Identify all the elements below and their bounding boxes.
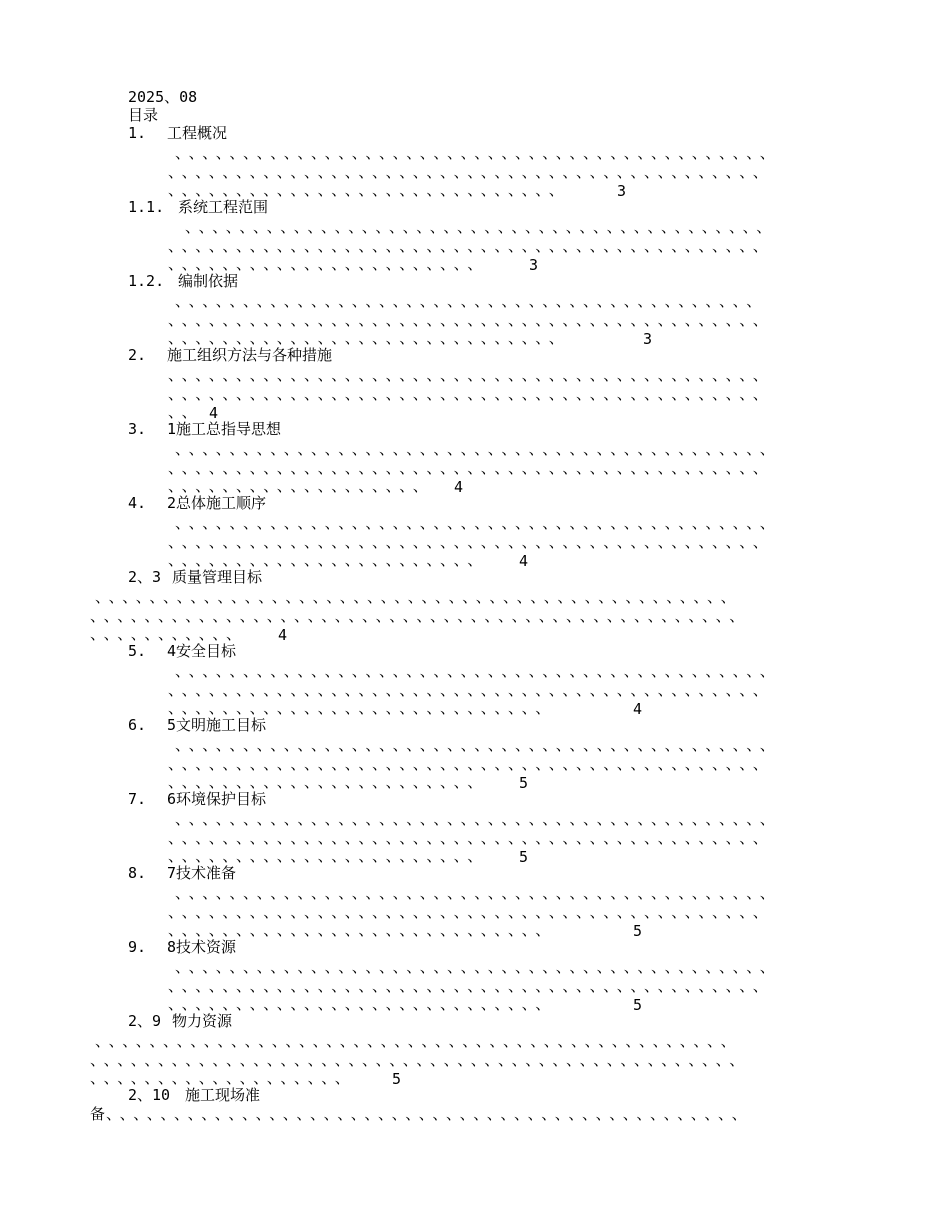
toc-entry-title: 4安全目标 bbox=[167, 642, 237, 660]
leader-dots: 、、、、、、、、、、、、、、、、、、、、、、、、、、、、、、、、、、、、、、、、、、、、 bbox=[175, 810, 781, 828]
leader-dots: 、、、、、、、、、、、、、、、、、、、、、、、、、、、、、、、、、、、、、、、、、、、、、、、、 bbox=[90, 1051, 751, 1069]
leader-dots: 、、、、、、、、、、、、、、、、、、、、、、、、、、、、、、、、、、、、、、、、、、、、、、、 bbox=[95, 1032, 742, 1050]
leader-dots: 、、、、、、、、、、、、、、、、、、、、、、、、、、、、、 bbox=[168, 181, 570, 199]
toc-entry-page: 4 bbox=[454, 478, 464, 496]
toc-entry-title: 施工组织方法与各种措施 bbox=[167, 346, 333, 364]
toc-entry-page: 3 bbox=[529, 256, 539, 274]
leader-dots: 、、、、、、、、、、、、、、、、、、、、、、、、、、、、 bbox=[168, 699, 557, 717]
leader-dots: 、、、、、、、、、、、、、、、、、、、、、、、、、、、、、、、、、、、、、、、、、、、、 bbox=[168, 163, 774, 181]
toc-entry-title: 施工现场准 bbox=[185, 1086, 261, 1104]
leader-dots: 、、、、、、、、、、、、、、、、、、、、、、、、、、、、、、、、、、、、、、、、、、、、 bbox=[175, 662, 781, 680]
document-date: 2025、08 bbox=[128, 88, 198, 106]
toc-entry-title: 8技术资源 bbox=[167, 938, 237, 956]
toc-entry-title: 编制依据 bbox=[178, 272, 239, 290]
toc-entry-page: 4 bbox=[209, 404, 219, 422]
toc-entry-title: 5文明施工目标 bbox=[167, 716, 267, 734]
toc-entry-number: 2、10 bbox=[128, 1086, 171, 1104]
toc-entry-number: 2、3 bbox=[128, 568, 162, 586]
toc-entry-title: 7技术准备 bbox=[167, 864, 237, 882]
leader-dots: 、、、、、、、、、、、、、、、、、、、、、、、、、、、、、、、、、、、、、、、、、、、、 bbox=[168, 533, 774, 551]
leader-dots: 、、、、、、、、、、、、、、、、、、、、、、、、、、、、、、、、、、、、、、、、、、、、 bbox=[168, 311, 774, 329]
toc-entry-number: 8. bbox=[128, 864, 147, 882]
toc-entry-number: 2. bbox=[128, 346, 147, 364]
leader-dots: 、、、、、、、、、、、、、、、、、、、、、、、、、、、、、、、、、、、、、、、、、、、 bbox=[185, 218, 778, 236]
leader-dots: 、、、、、、、、、、、 bbox=[90, 625, 248, 643]
toc-entry-number: 4. bbox=[128, 494, 147, 512]
toc-continuation-char: 备 bbox=[90, 1105, 106, 1123]
leader-dots: 、、、、、、、、、、、、、、、、、、、、、、、、、、、、、、、、、、、、、、、、、、、、 bbox=[168, 829, 774, 847]
leader-dots: 、、、、、、、、、、、、、、、、、、、、、、、、、、、、、、、、、、、、、、、、、、、、、、、 bbox=[95, 588, 742, 606]
toc-entry-number: 2、9 bbox=[128, 1012, 162, 1030]
toc-entry-title: 工程概况 bbox=[167, 124, 228, 142]
leader-dots: 、、、、、、、、、、、、、、、、、、、、、、、、、、、、、、、、、、、、、、、、、、、、 bbox=[168, 977, 774, 995]
toc-entry-title: 物力资源 bbox=[172, 1012, 233, 1030]
toc-entry-number: 9. bbox=[128, 938, 147, 956]
leader-dots: 、、、、、、、、、、、、、、、、、、、、、、、、、、、、、、、、、、、、、、、、、、、、 bbox=[168, 366, 774, 384]
toc-entry-title: 1施工总指导思想 bbox=[167, 420, 282, 438]
toc-entry-page: 3 bbox=[643, 330, 653, 348]
toc-entry-page: 5 bbox=[519, 774, 529, 792]
toc-entry-page: 4 bbox=[633, 700, 643, 718]
toc-entry-page: 5 bbox=[392, 1070, 402, 1088]
toc-entry-number: 6. bbox=[128, 716, 147, 734]
leader-dots: 、、、、、、、、、、、、、、、、、、、、、、、、、、、、、、、、、、、、、、、、、、、、、、、、 bbox=[90, 607, 751, 625]
leader-dots: 、、、、、、、、、、、、、、、、、、、、、、、、、、、、、、、、、、、、、、、、、、、、 bbox=[175, 440, 781, 458]
leader-dots: 、、、、、、、、、、、、、、、、、、、、、、、、、、、、、、、、、、、、、、、、、、、、 bbox=[175, 144, 781, 162]
leader-dots: 、、、、、、、、、、、、、、、、、、、、、、、、、、、、、、、、、、、、、、、、、、、、 bbox=[168, 459, 774, 477]
leader-dots: 、、、、、、、、、、、、、、、、、、、、、、、、、、、、、、、、、、、、、、、、、、、、 bbox=[175, 514, 781, 532]
toc-entry-page: 3 bbox=[617, 182, 627, 200]
leader-dots: 、、、、、、、、、、、、、、、、、、、、、、、、、、、、、、、、、、、、、、、、、、、、 bbox=[168, 237, 774, 255]
toc-entry-title: 6环境保护目标 bbox=[167, 790, 267, 808]
toc-entry-title: 2总体施工顺序 bbox=[167, 494, 267, 512]
toc-title: 目录 bbox=[128, 106, 159, 124]
toc-entry-number: 3. bbox=[128, 420, 147, 438]
toc-entry-number: 7. bbox=[128, 790, 147, 808]
toc-entry-page: 5 bbox=[633, 922, 643, 940]
toc-entry-title: 系统工程范围 bbox=[178, 198, 269, 216]
leader-dots: 、、、、、、、、、、、、、、、、、、、、、、、、、、、、 bbox=[168, 995, 557, 1013]
leader-dots: 、、、、、、、、、、、、、、、、、、、、、、、、、、、、、 bbox=[168, 329, 570, 347]
toc-entry-number: 1.1. bbox=[128, 198, 165, 216]
leader-dots: 、、、、、、、、、、、、、、、、、、、、、、、、、、、、、、、、、、、、、、、、、、、、 bbox=[168, 385, 774, 403]
toc-entry-page: 4 bbox=[519, 552, 529, 570]
leader-dots: 、、、、、、、、、、、、、、、、、、、、、、、、、、、、、、、、、、、、、、、、、、、、 bbox=[175, 884, 781, 902]
leader-dots: 、、、、、、、、、、、、、、、、、、、、、、、 bbox=[168, 847, 489, 865]
leader-dots: 、、、、、、、、、、、、、、、、、、、 bbox=[168, 477, 434, 495]
leader-dots: 、、、、、、、、、、、、、、、、、、、、、、、 bbox=[168, 255, 489, 273]
toc-entry-number: 5. bbox=[128, 642, 147, 660]
toc-entry-number: 1. bbox=[128, 124, 147, 142]
toc-entry-page: 5 bbox=[519, 848, 529, 866]
leader-dots: 、、、、、、、、、、、、、、、、、、、、、、、、、、、、、、、、、、、、、、、、、、、 bbox=[175, 292, 768, 310]
leader-dots: 、、、、、、、、、、、、、、、、、、、、、、、、、、、、、、、、、、、、、、、、、、、、、、、 bbox=[106, 1105, 753, 1123]
leader-dots: 、、、、、、、、、、、、、、、、、、、、、、、、、、、、、、、、、、、、、、、、、、、、 bbox=[168, 755, 774, 773]
leader-dots: 、、、、、、、、、、、、、、、、、、、、、、、、、、、、 bbox=[168, 921, 557, 939]
leader-dots: 、、、、、、、、、、、、、、、、、、、 bbox=[90, 1069, 356, 1087]
leader-dots: 、、、、、、、、、、、、、、、、、、、、、、、、、、、、、、、、、、、、、、、、、、、、 bbox=[175, 958, 781, 976]
leader-dots: 、、、、、、、、、、、、、、、、、、、、、、、、、、、、、、、、、、、、、、、、、、、、 bbox=[168, 903, 774, 921]
leader-dots: 、、、、、、、、、、、、、、、、、、、、、、、 bbox=[168, 551, 489, 569]
toc-entry-page: 5 bbox=[633, 996, 643, 1014]
leader-dots: 、、、、、、、、、、、、、、、、、、、、、、、、、、、、、、、、、、、、、、、、、、、、 bbox=[168, 681, 774, 699]
leader-dots: 、、、、、、、、、、、、、、、、、、、、、、、 bbox=[168, 773, 489, 791]
toc-entry-page: 4 bbox=[278, 626, 288, 644]
toc-entry-number: 1.2. bbox=[128, 272, 165, 290]
toc-entry-title: 质量管理目标 bbox=[172, 568, 263, 586]
leader-dots: 、、 bbox=[168, 403, 203, 421]
leader-dots: 、、、、、、、、、、、、、、、、、、、、、、、、、、、、、、、、、、、、、、、、、、、、 bbox=[175, 736, 781, 754]
